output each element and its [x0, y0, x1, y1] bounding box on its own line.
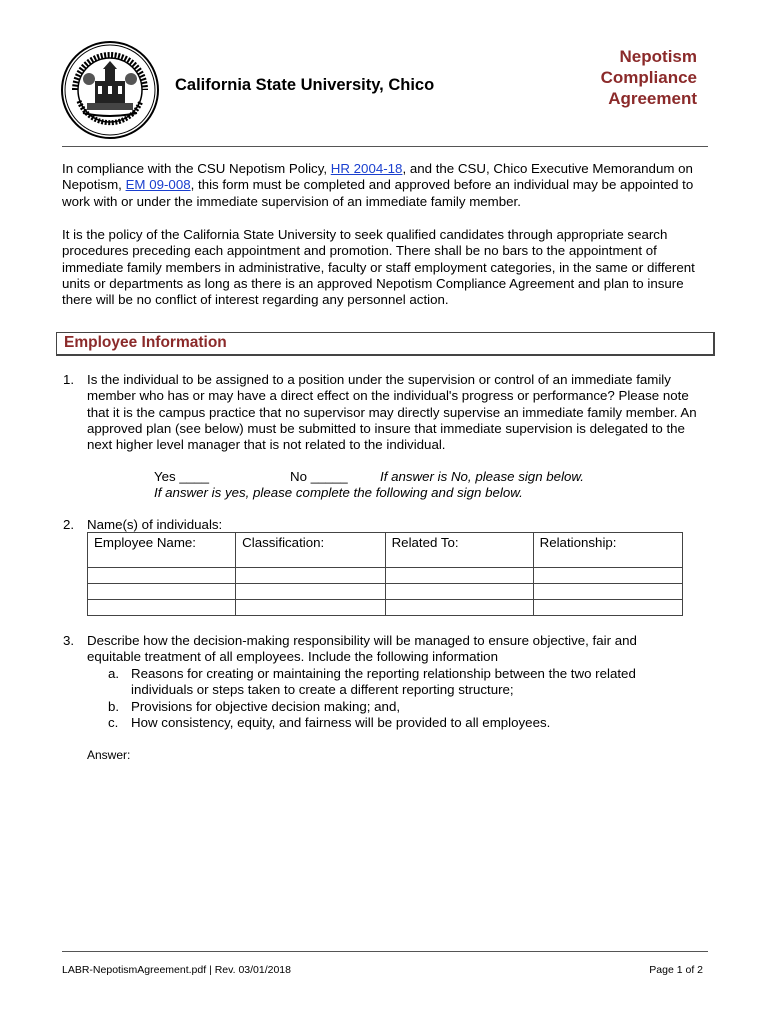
relationship-cell[interactable] [533, 568, 682, 584]
question-3-text: Describe how the decision-making responsibility will be managed to ensure objective, fair and equitable treatment of all employees. Include the following information [87, 633, 637, 665]
answer-area[interactable] [87, 766, 697, 936]
related-to-cell[interactable] [385, 600, 533, 616]
individuals-table [87, 532, 683, 616]
item-label: a. [108, 666, 120, 681]
relationship-cell[interactable] [533, 584, 682, 600]
document-title-line: Compliance [600, 68, 697, 87]
question-2-number: 2. [63, 517, 75, 532]
page-number: Page 1 of 2 [649, 964, 703, 976]
document-title-line: Nepotism [619, 47, 697, 66]
column-header-relationship: Relationship: [533, 533, 682, 568]
footer-file-info: LABR-NepotismAgreement.pdf | Rev. 03/01/2018 [62, 964, 291, 976]
header-divider [62, 146, 708, 147]
table-header-row [88, 533, 683, 568]
related-to-cell[interactable] [385, 584, 533, 600]
classification-cell[interactable] [236, 600, 385, 616]
em-09-008-link[interactable]: EM 09-008 [125, 177, 191, 193]
yes-field[interactable]: Yes ____ [154, 469, 209, 484]
item-text: Provisions for objective decision making; and, [131, 699, 401, 714]
item-text: Reasons for creating or maintaining the reporting relationship between the two related individuals or steps taken to create a different reporting structure; [131, 666, 636, 698]
table-row [88, 600, 683, 616]
table-row [88, 584, 683, 600]
question-1-text: Is the individual to be assigned to a position under the supervision or control of an immediate family member who has or may have a direct effect on the individual's progress or performance? Please note that it is the campus practice that no supervisor may directly supervise an immediate family member. An approved plan (see below) must be submitted to insure that immediate supervision is delegated to the next higher level manager that is not related to the individual. [87, 372, 697, 453]
university-title: California State University, Chico [175, 76, 435, 94]
relationship-cell[interactable] [533, 600, 682, 616]
document-title-line: Agreement [608, 89, 697, 108]
question-1-number: 1. [63, 372, 75, 387]
hr-2004-18-link[interactable]: HR 2004-18 [330, 161, 403, 176]
answer-label: Answer: [87, 748, 131, 762]
employee-name-cell[interactable] [88, 584, 236, 600]
employee-name-cell[interactable] [88, 600, 236, 616]
question-3-number: 3. [63, 633, 75, 648]
intro-paragraph-2: It is the policy of the California State University to seek qualified candidates through appropriate search procedures preceding each appointment and promotion. There shall be no bars to the appointment of immediate family members in administrative, faculty or staff employment categories, in the same or different units or departments as long as there is an approved Nepotism Compliance Agreement and plan to insure there will be no conflict of interest regarding any personnel action. [62, 227, 695, 308]
related-to-cell[interactable] [385, 568, 533, 584]
column-header-related-to: Related To: [385, 533, 533, 568]
employee-name-cell[interactable] [88, 568, 236, 584]
no-field[interactable]: No _____ [290, 469, 348, 484]
item-label: b. [108, 699, 120, 714]
intro-text: , this form must be completed and approved before an individual may be appointed to work with or under the immediate supervision of an immediate family member. [62, 177, 694, 209]
footer-divider [62, 951, 708, 952]
column-header-employee-name: Employee Name: [88, 533, 236, 568]
column-header-classification: Classification: [236, 533, 385, 568]
item-label: c. [108, 715, 119, 730]
if-yes-note: If answer is yes, please complete the following and sign below. [154, 485, 523, 500]
if-no-note: If answer is No, please sign below. [380, 469, 584, 484]
intro-text: In compliance with the CSU Nepotism Policy, [62, 161, 331, 176]
intro-paragraph-1 [62, 161, 712, 210]
classification-cell[interactable] [236, 584, 385, 600]
section-title: Employee Information [64, 334, 227, 351]
classification-cell[interactable] [236, 568, 385, 584]
intro-text: , and the CSU, Chico Executive Memorandum on Nepotism, [62, 161, 693, 193]
question-2-label: Name(s) of individuals: [87, 517, 223, 532]
item-text: How consistency, equity, and fairness will be provided to all employees. [131, 715, 551, 730]
document-title [497, 46, 697, 109]
table-row [88, 568, 683, 584]
university-seal-logo [61, 41, 159, 139]
